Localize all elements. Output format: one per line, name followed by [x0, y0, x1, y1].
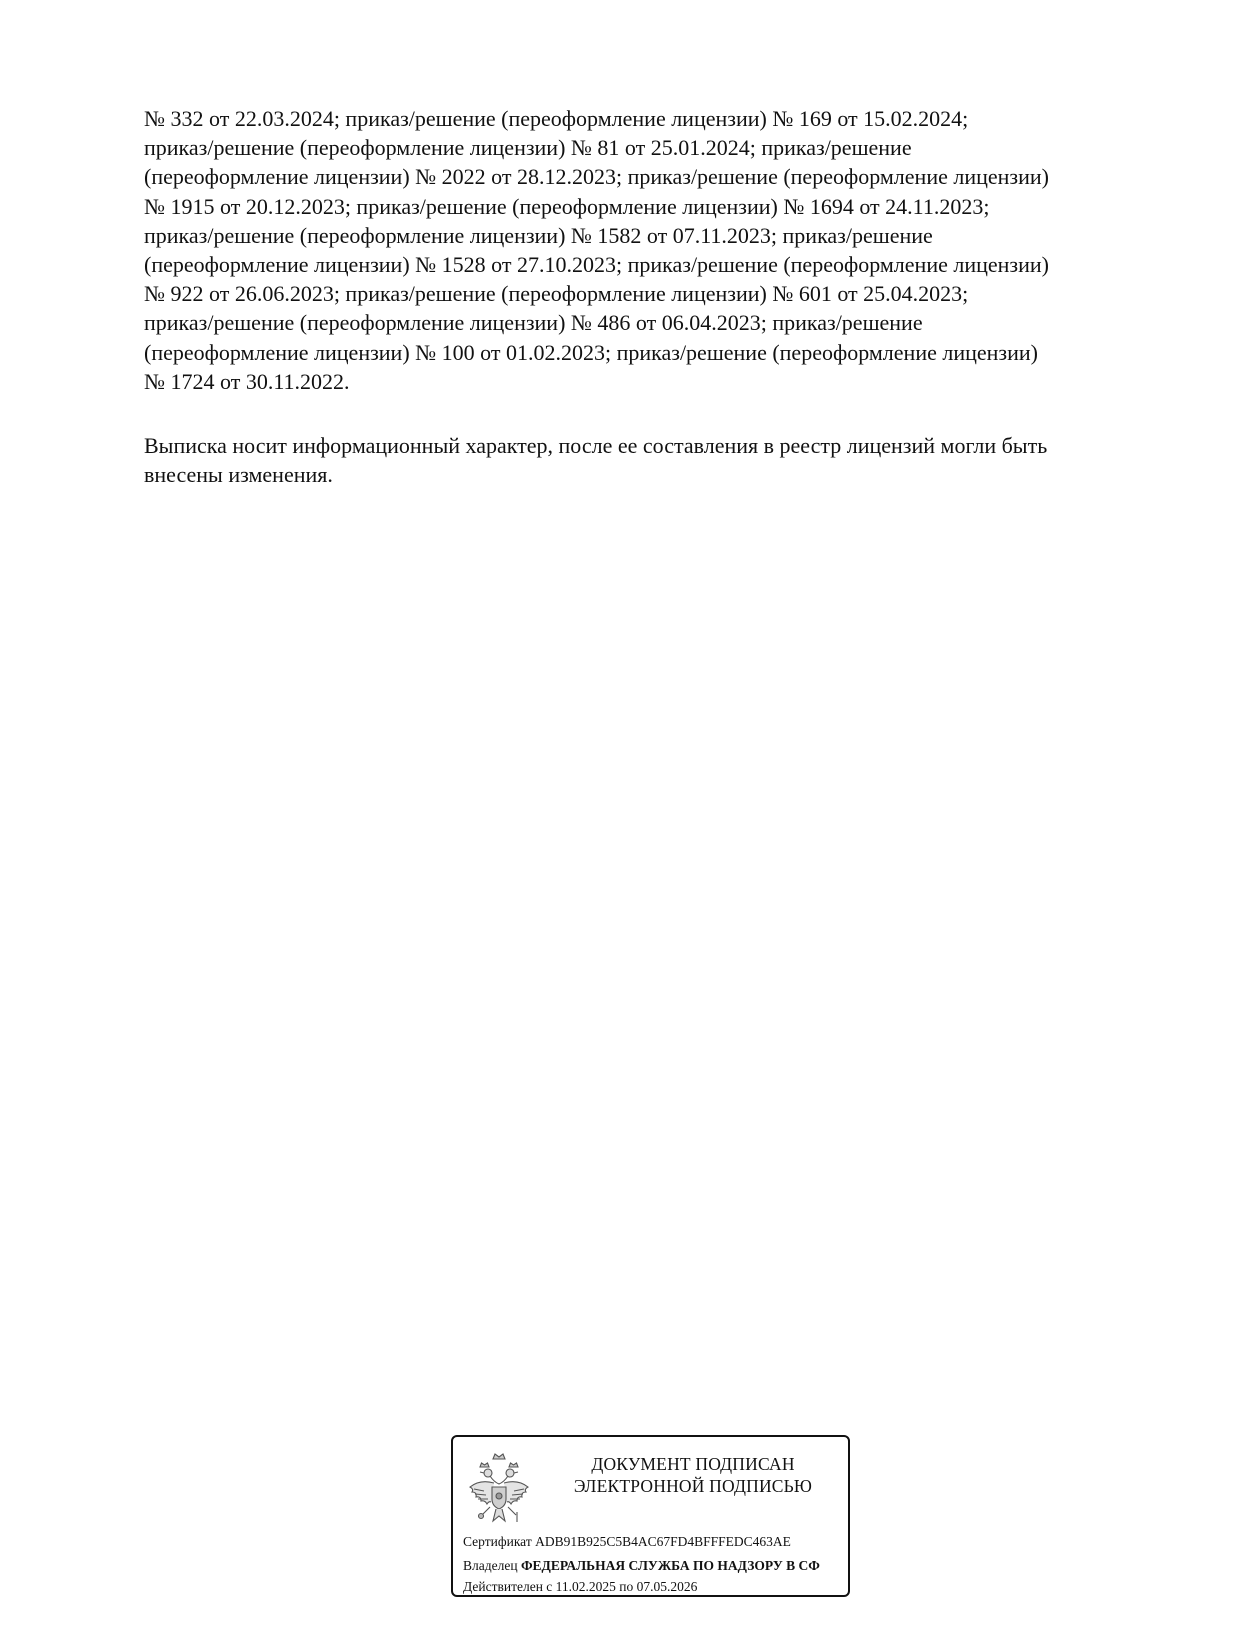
license-orders-paragraph [144, 104, 1154, 396]
paragraph-line: приказ/решение (переоформление лицензии) № 81 от 25.01.2024; приказ/решение [144, 135, 912, 161]
paragraph-line: (переоформление лицензии) № 1528 от 27.10.2023; приказ/решение (переоформление лицензии) [144, 252, 1049, 278]
owner-field [463, 1557, 820, 1575]
stamp-title [543, 1453, 843, 1497]
validity-field [463, 1578, 697, 1596]
validity-text: Действителен с 11.02.2025 по 07.05.2026 [463, 1579, 698, 1594]
stamp-title-line: ДОКУМЕНТ ПОДПИСАН [591, 1454, 795, 1474]
disclaimer-paragraph [144, 431, 1154, 489]
paragraph-line: № 1724 от 30.11.2022. [144, 368, 350, 394]
paragraph-line: приказ/решение (переоформление лицензии) № 1582 от 07.11.2023; приказ/решение [144, 222, 933, 248]
paragraph-line: № 332 от 22.03.2024; приказ/решение (переоформление лицензии) № 169 от 15.02.2024; [144, 106, 969, 131]
paragraph-line: № 1915 от 20.12.2023; приказ/решение (переоформление лицензии) № 1694 от 24.11.2023; [144, 193, 990, 219]
paragraph-line: (переоформление лицензии) № 2022 от 28.12.2023; приказ/решение (переоформление лицензии) [144, 164, 1049, 190]
russian-coat-of-arms-icon [466, 1449, 532, 1531]
certificate-value: ADB91B925C5B4AC67FD4BFFFEDC463AE [535, 1534, 791, 1549]
paragraph-line: (переоформление лицензии) № 100 от 01.02.2023; приказ/решение (переоформление лицензии) [144, 339, 1038, 365]
owner-label: Владелец [463, 1558, 518, 1573]
disclaimer-line: внесены изменения. [144, 462, 333, 488]
certificate-field [463, 1533, 791, 1551]
electronic-signature-stamp [451, 1435, 850, 1597]
paragraph-line: приказ/решение (переоформление лицензии) № 486 от 06.04.2023; приказ/решение [144, 310, 923, 336]
stamp-title-line: ЭЛЕКТРОННОЙ ПОДПИСЬЮ [573, 1476, 813, 1496]
disclaimer-line: Выписка носит информационный характер, после ее составления в реестр лицензий могли быть [144, 433, 1048, 458]
certificate-label: Сертификат [463, 1534, 532, 1549]
paragraph-line: № 922 от 26.06.2023; приказ/решение (переоформление лицензии) № 601 от 25.04.2023; [144, 281, 969, 307]
owner-value: ФЕДЕРАЛЬНАЯ СЛУЖБА ПО НАДЗОРУ В СФ [520, 1558, 820, 1573]
